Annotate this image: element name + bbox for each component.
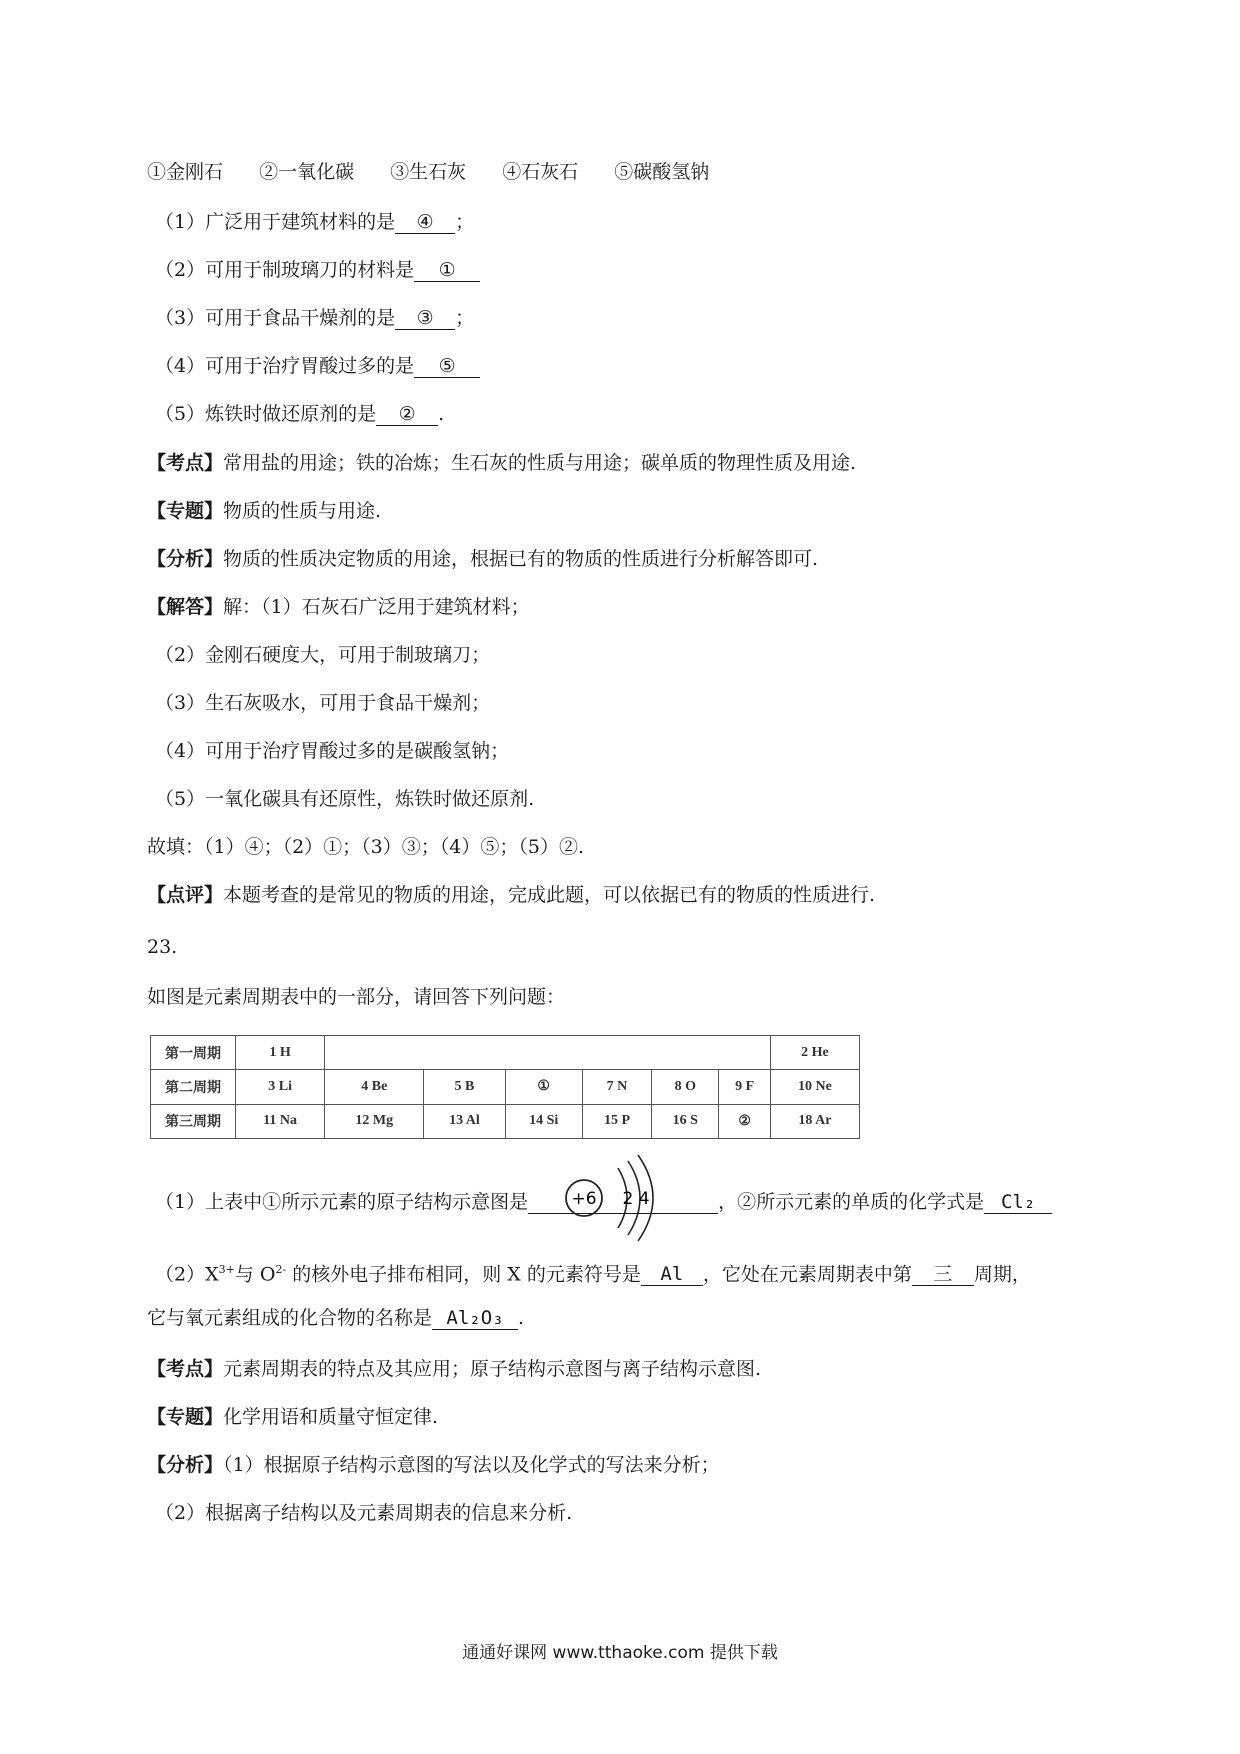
- answer-blank: ⑤: [414, 355, 480, 378]
- element-cell: 3 Li: [236, 1070, 325, 1104]
- item-suffix: .: [438, 403, 445, 425]
- period-label: 第三周期: [151, 1104, 236, 1138]
- o-ion-charge: 2-: [275, 1263, 287, 1276]
- element-cell: 10 Ne: [770, 1070, 859, 1104]
- answer-blank: ③: [395, 307, 455, 330]
- jieda-line: 解：（1）石灰石广泛用于建筑材料；: [223, 596, 530, 618]
- answer-blank: ④: [395, 211, 455, 234]
- q23-intro: 如图是元素周期表中的一部分，请回答下列问题：: [147, 986, 566, 1008]
- part2-text: 的核外电子排布相同，则 X 的元素符号是: [286, 1263, 641, 1286]
- zhuanti-tag: 【专题】: [147, 500, 224, 522]
- answer-blank: ①: [414, 259, 480, 282]
- item-text: （5）炼铁时做还原剂的是: [155, 403, 377, 425]
- element-cell: 1 H: [236, 1036, 325, 1070]
- element-cell: 9 F: [719, 1070, 770, 1104]
- empty-span: [325, 1036, 771, 1070]
- q22-jieda: [147, 595, 530, 619]
- nucleus-charge: +6: [571, 1189, 597, 1209]
- kaodian-text: 常用盐的用途；铁的冶炼；生石灰的性质与用途；碳单质的物理性质及用途.: [223, 452, 857, 474]
- element-cell: 13 Al: [424, 1104, 505, 1138]
- period-row-1: [151, 1036, 860, 1070]
- jieda-line: （2）金刚石硬度大，可用于制玻璃刀；: [155, 644, 491, 666]
- q22-fenxi: [147, 547, 818, 571]
- element-cell: ①: [505, 1070, 582, 1104]
- q23-fenxi: [147, 1453, 720, 1477]
- jieda-line: （4）可用于治疗胃酸过多的是碳酸氢钠；: [155, 740, 510, 762]
- element-cell: 8 O: [652, 1070, 719, 1104]
- period-row-3: [151, 1104, 860, 1138]
- option-3: ③生石灰: [390, 161, 467, 183]
- option-5: ⑤碳酸氢钠: [614, 161, 710, 183]
- q23-number: 23.: [147, 936, 178, 958]
- symbol-blank: Al: [641, 1263, 703, 1286]
- dianping-tag: 【点评】: [147, 884, 224, 906]
- q22-item-3: [155, 306, 474, 330]
- atom-structure-diagram: [556, 1153, 686, 1243]
- fenxi-tag: 【分析】: [147, 548, 224, 570]
- part1-text-2: ，②所示元素的单质的化学式是: [718, 1191, 985, 1213]
- part2-text: ，它处在元素周期表中第: [702, 1263, 912, 1286]
- element-cell: 16 S: [652, 1104, 719, 1138]
- part1-text: （1）上表中①所示元素的原子结构示意图是: [155, 1191, 529, 1213]
- option-1: ①金刚石: [147, 161, 224, 183]
- item-suffix: ；: [455, 211, 475, 233]
- element-cell: 15 P: [582, 1104, 651, 1138]
- zhuanti-text: 化学用语和质量守恒定律.: [223, 1406, 439, 1428]
- element-cell: 4 Be: [325, 1070, 424, 1104]
- q22-item-1: [155, 210, 474, 234]
- period-label: 第二周期: [151, 1070, 236, 1104]
- dianping-text: 本题考查的是常见的物质的用途，完成此题，可以依据已有的物质的性质进行.: [223, 884, 876, 906]
- q23-part2-line1: [155, 1258, 1031, 1286]
- q23-zhuanti: [147, 1405, 438, 1429]
- option-2: ②一氧化碳: [259, 161, 355, 183]
- kaodian-tag: 【考点】: [147, 1358, 224, 1380]
- period-blank: 三: [912, 1263, 974, 1286]
- q23-part1: [155, 1190, 1052, 1214]
- q22-dianping: [147, 883, 875, 907]
- periodic-table: [150, 1035, 860, 1139]
- element-cell: 2 He: [770, 1036, 859, 1070]
- q22-item-5: [155, 402, 444, 426]
- item-text: （2）可用于制玻璃刀的材料是: [155, 259, 415, 281]
- q23-kaodian: [147, 1357, 761, 1381]
- element-cell: 18 Ar: [770, 1104, 859, 1138]
- element-cell: 12 Mg: [325, 1104, 424, 1138]
- fenxi-tag: 【分析】: [147, 1454, 224, 1476]
- compound-blank: Al₂O₃: [432, 1307, 518, 1330]
- element-cell: 11 Na: [236, 1104, 325, 1138]
- q23-part2-line2: [147, 1306, 524, 1330]
- jieda-line: （5）一氧化碳具有还原性，炼铁时做还原剂.: [155, 788, 535, 810]
- electron-shells: 2 4: [622, 1189, 650, 1209]
- atom-diagram-blank: [528, 1191, 718, 1214]
- part2-text: 与 O: [234, 1263, 276, 1286]
- part2-text: 周期，: [973, 1263, 1031, 1286]
- zhuanti-text: 物质的性质与用途.: [223, 500, 382, 522]
- formula-blank: Cl₂: [984, 1191, 1052, 1214]
- element-cell: 14 Si: [505, 1104, 582, 1138]
- item-text: （4）可用于治疗胃酸过多的是: [155, 355, 415, 377]
- fenxi-text: （1）根据原子结构示意图的写法以及化学式的写法来分析；: [223, 1454, 720, 1476]
- jieda-tag: 【解答】: [147, 596, 224, 618]
- q22-kaodian: [147, 451, 856, 475]
- part2-text: （2）X: [155, 1263, 219, 1286]
- q23-fenxi-2: （2）根据离子结构以及元素周期表的信息来分析.: [155, 1502, 573, 1524]
- item-text: （1）广泛用于建筑材料的是: [155, 211, 396, 233]
- element-cell: 5 B: [424, 1070, 505, 1104]
- period-label: 第一周期: [151, 1036, 236, 1070]
- item-suffix: ；: [455, 307, 475, 329]
- zhuanti-tag: 【专题】: [147, 1406, 224, 1428]
- q22-zhuanti: [147, 499, 381, 523]
- option-4: ④石灰石: [502, 161, 579, 183]
- options-line: [147, 160, 739, 184]
- kaodian-tag: 【考点】: [147, 452, 224, 474]
- item-text: （3）可用于食品干燥剂的是: [155, 307, 396, 329]
- jieda-line: （3）生石灰吸水，可用于食品干燥剂；: [155, 692, 491, 714]
- q22-item-2: [155, 258, 480, 282]
- element-cell: ②: [719, 1104, 770, 1138]
- fenxi-text: 物质的性质决定物质的用途，根据已有的物质的性质进行分析解答即可.: [223, 548, 819, 570]
- part2-text: .: [518, 1307, 525, 1329]
- q22-gutian: 故填：（1）④；（2）①；（3）③；（4）⑤；（5）②.: [147, 836, 584, 858]
- q22-item-4: [155, 354, 480, 378]
- element-cell: 7 N: [582, 1070, 651, 1104]
- part2-text: 它与氧元素组成的化合物的名称是: [147, 1307, 433, 1329]
- answer-blank: ②: [376, 403, 438, 426]
- x-ion-charge: 3+: [218, 1263, 235, 1276]
- page-footer: 通通好课网 www.tthaoke.com 提供下载: [462, 1643, 778, 1663]
- kaodian-text: 元素周期表的特点及其应用；原子结构示意图与离子结构示意图.: [223, 1358, 762, 1380]
- period-row-2: [151, 1070, 860, 1104]
